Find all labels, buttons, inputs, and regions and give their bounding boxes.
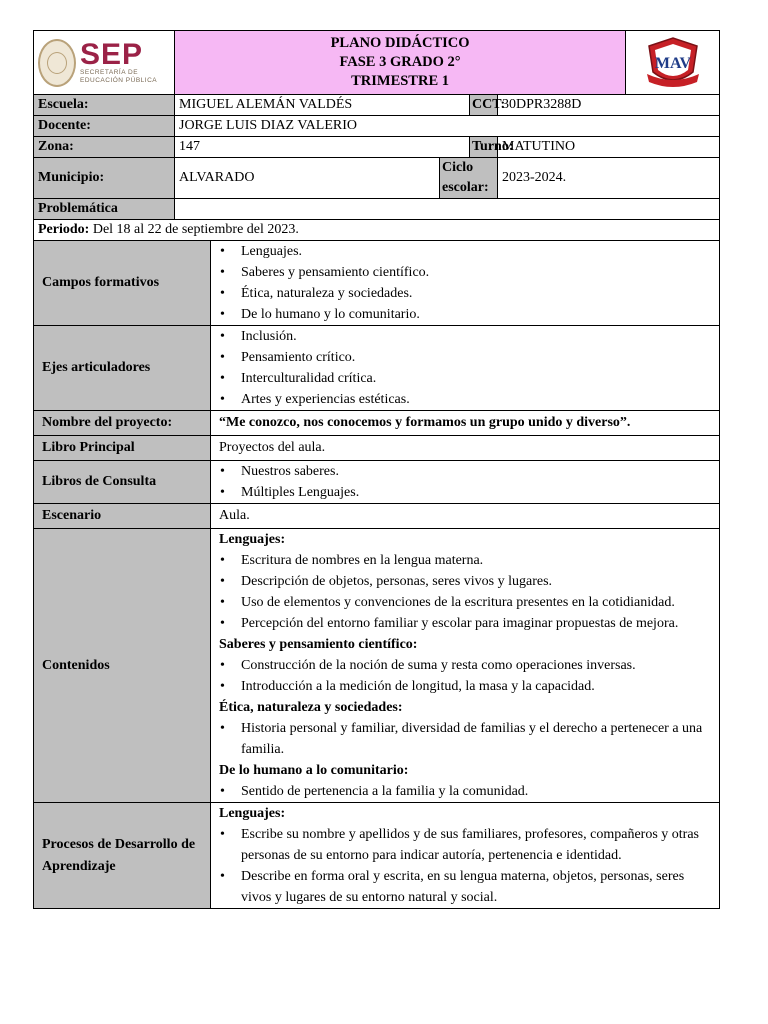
sep-logo-sub1: SECRETARÍA DE <box>80 68 139 76</box>
cct-label-cell <box>470 95 506 116</box>
libro-value: Proyectos del aula. <box>211 436 720 461</box>
list-item: • Inclusión. <box>215 326 715 347</box>
list-item: • Uso de elementos y convenciones de la escritura presentes en la cotidianidad. <box>215 592 715 613</box>
contenidos-heading-humano: De lo humano a lo comunitario: <box>219 763 409 778</box>
ejes-list <box>215 326 715 410</box>
proyecto-value: “Me conozco, nos conocemos y formamos un grupo unido y diverso”. <box>211 411 720 436</box>
cct-value: 30DPR3288D <box>498 95 720 116</box>
list-item: • Describe en forma oral y escrita, en su lengua materna, objetos, personas, seres vivos y lugares de su entorno natural y social. <box>215 866 715 908</box>
list-item: • Sentido de pertenencia a la familia y la comunidad. <box>215 781 715 802</box>
list-item: • Nuestros saberes. <box>215 461 715 482</box>
list-item: • De lo humano y lo comunitario. <box>215 304 715 325</box>
list-item: • Múltiples Lenguajes. <box>215 482 715 503</box>
ciclo-label: Ciclo escolar: <box>440 158 498 199</box>
escenario-label: Escenario <box>34 504 211 529</box>
contenidos-content <box>211 529 720 803</box>
lesson-plan-document <box>33 30 719 909</box>
document-phase: FASE 3 GRADO 2° <box>339 54 461 70</box>
consulta-list <box>215 461 715 503</box>
escenario-value: Aula. <box>211 504 720 529</box>
document-title: PLANO DIDÁCTICO <box>330 35 470 51</box>
campos-label: Campos formativos <box>34 241 211 326</box>
periodo-row <box>34 220 720 241</box>
problematica-value <box>175 199 720 220</box>
contenidos-label: Contenidos <box>34 529 211 803</box>
escuela-value: MIGUEL ALEMÁN VALDÉS <box>175 95 470 116</box>
cct-label: CCT: <box>472 97 506 112</box>
ejes-content <box>211 326 720 411</box>
list-item: • Pensamiento crítico. <box>215 347 715 368</box>
list-item: • Saberes y pensamiento científico. <box>215 262 715 283</box>
sep-logo-cell <box>34 31 175 95</box>
list-item: • Interculturalidad crítica. <box>215 368 715 389</box>
national-seal-icon <box>38 39 76 87</box>
procesos-heading-lenguajes: Lenguajes: <box>219 806 286 821</box>
procesos-label: Procesos de Desarrollo de Aprendizaje <box>34 803 211 909</box>
plan-table <box>33 30 720 909</box>
problematica-label: Problemática <box>34 199 175 220</box>
campos-content <box>211 241 720 326</box>
list-item: • Introducción a la medición de longitud, la masa y la capacidad. <box>215 676 715 697</box>
school-crest-icon <box>643 36 703 90</box>
list-item: • Lenguajes. <box>215 241 715 262</box>
list-item: • Historia personal y familiar, diversidad de familias y el derecho a pertenecer a una familia. <box>215 718 715 760</box>
campos-list <box>215 241 715 325</box>
proyecto-label: Nombre del proyecto: <box>34 411 211 436</box>
ejes-label: Ejes articuladores <box>34 326 211 411</box>
list-item: • Construcción de la noción de suma y resta como operaciones inversas. <box>215 655 715 676</box>
contenidos-heading-etica: Ética, naturaleza y sociedades: <box>219 700 403 715</box>
document-trimester: TRIMESTRE 1 <box>351 73 449 89</box>
libro-label: Libro Principal <box>34 436 211 461</box>
docente-label: Docente: <box>34 116 175 137</box>
procesos-content <box>211 803 720 909</box>
contenidos-list-humano <box>215 781 715 802</box>
turno-label: Turno: <box>470 137 498 158</box>
consulta-content <box>211 461 720 504</box>
list-item: • Artes y experiencias estéticas. <box>215 389 715 410</box>
contenidos-list-etica <box>215 718 715 760</box>
sep-logo-sub2: EDUCACIÓN PÚBLICA <box>80 76 158 84</box>
school-crest-cell <box>626 31 720 95</box>
contenidos-heading-saberes: Saberes y pensamiento científico: <box>219 637 418 652</box>
turno-value: MATUTINO <box>498 137 720 158</box>
municipio-label: Municipio: <box>34 158 175 199</box>
ciclo-value: 2023-2024. <box>498 158 720 199</box>
list-item: • Percepción del entorno familiar y escolar para imaginar propuestas de mejora. <box>215 613 715 634</box>
municipio-value: ALVARADO <box>175 158 440 199</box>
escuela-label: Escuela: <box>34 95 175 116</box>
procesos-list-lenguajes <box>215 824 715 908</box>
list-item: • Escribe su nombre y apellidos y de sus familiares, profesores, compañeros y otras personas de su entorno para indicar autoría, pertenencia e identidad. <box>215 824 715 866</box>
contenidos-heading-lenguajes: Lenguajes: <box>219 532 286 547</box>
sep-logo <box>38 33 170 93</box>
list-item: • Descripción de objetos, personas, seres vivos y lugares. <box>215 571 715 592</box>
zona-value: 147 <box>175 137 470 158</box>
svg-text:MAV: MAV <box>654 54 691 72</box>
docente-value: JORGE LUIS DIAZ VALERIO <box>175 116 720 137</box>
title-cell <box>175 31 626 95</box>
sep-logo-text: SEP <box>80 37 144 71</box>
list-item: • Escritura de nombres en la lengua materna. <box>215 550 715 571</box>
periodo-value: Del 18 al 22 de septiembre del 2023. <box>92 222 299 237</box>
contenidos-list-saberes <box>215 655 715 697</box>
list-item: • Ética, naturaleza y sociedades. <box>215 283 715 304</box>
contenidos-list-lenguajes <box>215 550 715 634</box>
periodo-label: Periodo: <box>38 222 90 237</box>
consulta-label: Libros de Consulta <box>34 461 211 504</box>
zona-label: Zona: <box>34 137 175 158</box>
